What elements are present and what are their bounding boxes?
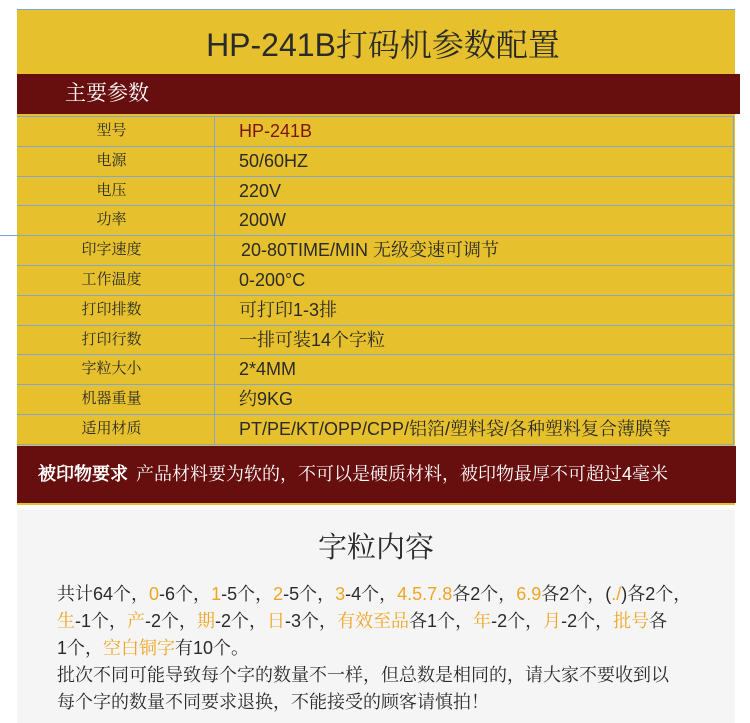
content-segment: 各 bbox=[649, 611, 668, 631]
spec-label-working-temperature: 工作温度 bbox=[17, 266, 215, 295]
spec-label-power-source: 电源 bbox=[17, 147, 215, 176]
spec-table bbox=[17, 116, 734, 445]
highlight-segment: 有效至品 bbox=[337, 611, 410, 631]
main-params-header-bar bbox=[17, 74, 740, 114]
spec-row-voltage bbox=[17, 177, 733, 207]
spec-value-power: 200W bbox=[239, 210, 287, 231]
highlight-segment: 6.9 bbox=[516, 584, 542, 604]
requirement-label: 被印物要求 bbox=[38, 464, 128, 484]
content-segment: -2个， bbox=[561, 611, 614, 631]
type-content-text bbox=[57, 581, 727, 716]
content-segment: -6个， bbox=[159, 584, 212, 604]
spec-value-power-source: 50/60HZ bbox=[239, 150, 309, 171]
content-segment: -1个， bbox=[75, 611, 128, 631]
spec-label-voltage: 电压 bbox=[17, 177, 215, 206]
spec-row-working-temperature bbox=[17, 266, 733, 296]
content-segment: -5个， bbox=[221, 584, 274, 604]
content-segment: 共计64个， bbox=[57, 584, 150, 604]
highlight-segment: 月 bbox=[543, 611, 562, 631]
spec-row-print-lines bbox=[17, 326, 733, 356]
spec-row-power bbox=[17, 206, 733, 236]
highlight-segment: 0 bbox=[149, 584, 160, 604]
spec-value-print-lines: 一排可装14个字粒 bbox=[239, 329, 386, 350]
spec-row-applicable-materials bbox=[17, 415, 733, 445]
content-segment: 各1个， bbox=[409, 611, 474, 631]
spec-value-working-temperature: 0-200°C bbox=[239, 269, 306, 290]
content-segment: -5个， bbox=[283, 584, 336, 604]
spec-value-model: HP-241B bbox=[239, 121, 313, 141]
highlight-segment: 1 bbox=[211, 584, 222, 604]
spec-label-power: 功率 bbox=[17, 206, 215, 235]
guide-line-left bbox=[0, 235, 76, 236]
spec-label-applicable-materials: 适用材质 bbox=[17, 415, 215, 444]
content-line-3 bbox=[57, 635, 727, 662]
spec-value-print-speed: 20-80TIME/MIN 无级变速可调节 bbox=[241, 240, 500, 261]
spec-value-applicable-materials: PT/PE/KT/OPP/CPP/铝箔/塑料袋/各种塑料复合薄膜等 bbox=[239, 418, 672, 439]
content-segment: 1个， bbox=[57, 638, 104, 658]
content-line-5 bbox=[57, 689, 727, 716]
content-segment: -3个， bbox=[285, 611, 338, 631]
spec-row-print-rows bbox=[17, 296, 733, 326]
spec-label-print-lines: 打印行数 bbox=[17, 326, 215, 355]
highlight-segment: ./ bbox=[611, 584, 622, 604]
spec-value-voltage: 220V bbox=[239, 180, 282, 201]
page-title: HP-241B打码机参数配置 bbox=[206, 27, 560, 63]
spec-value-type-size: 2*4MM bbox=[239, 359, 297, 380]
spec-label-machine-weight: 机器重量 bbox=[17, 385, 215, 414]
highlight-segment: 4.5.7.8 bbox=[397, 584, 453, 604]
requirement-bar bbox=[17, 446, 736, 503]
highlight-segment: 期 bbox=[197, 611, 216, 631]
content-segment: 各2个， bbox=[452, 584, 517, 604]
content-line-4 bbox=[57, 662, 727, 689]
spec-row-print-speed bbox=[17, 236, 733, 266]
guide-line-top bbox=[17, 9, 735, 10]
highlight-segment: 批号 bbox=[613, 611, 650, 631]
highlight-segment: 2 bbox=[273, 584, 284, 604]
content-segment: -4个， bbox=[345, 584, 398, 604]
main-params-header-label: 主要参数 bbox=[65, 82, 149, 105]
spec-label-model: 型号 bbox=[17, 117, 215, 146]
spec-label-print-speed: 印字速度 bbox=[17, 236, 215, 265]
content-segment: 批次不同可能导致每个字的数量不一样，但总数是相同的，请大家不要收到以 bbox=[57, 665, 669, 685]
spec-row-type-size bbox=[17, 355, 733, 385]
spec-row-model bbox=[17, 117, 733, 147]
highlight-segment: 日 bbox=[267, 611, 286, 631]
content-segment: 有10个。 bbox=[175, 638, 250, 658]
highlight-segment: 生 bbox=[57, 611, 75, 631]
content-line-2 bbox=[57, 608, 727, 635]
content-segment: -2个， bbox=[145, 611, 198, 631]
content-segment: )各2个， bbox=[621, 584, 692, 604]
spec-row-machine-weight bbox=[17, 385, 733, 415]
type-content-panel bbox=[17, 510, 735, 723]
content-segment: 各2个，( bbox=[541, 584, 612, 604]
content-segment: -2个， bbox=[215, 611, 268, 631]
highlight-segment: 空白铜字 bbox=[103, 638, 176, 658]
spec-row-power-source bbox=[17, 147, 733, 177]
spec-label-type-size: 字粒大小 bbox=[17, 355, 215, 384]
highlight-segment: 年 bbox=[473, 611, 492, 631]
spec-label-print-rows: 打印排数 bbox=[17, 296, 215, 325]
content-segment: -2个， bbox=[491, 611, 544, 631]
highlight-segment: 3 bbox=[335, 584, 346, 604]
highlight-segment: 产 bbox=[127, 611, 146, 631]
content-segment: 每个字的数量不同要求退换，不能接受的顾客请慎拍！ bbox=[57, 692, 489, 712]
type-content-title: 字粒内容 bbox=[317, 532, 434, 564]
spec-value-machine-weight: 约9KG bbox=[239, 389, 294, 410]
spec-value-print-rows: 可打印1-3排 bbox=[239, 299, 338, 320]
requirement-text: 产品材料要为软的，不可以是硬质材料，被印物最厚不可超过4毫米 bbox=[136, 464, 669, 484]
content-line-1 bbox=[57, 581, 727, 608]
